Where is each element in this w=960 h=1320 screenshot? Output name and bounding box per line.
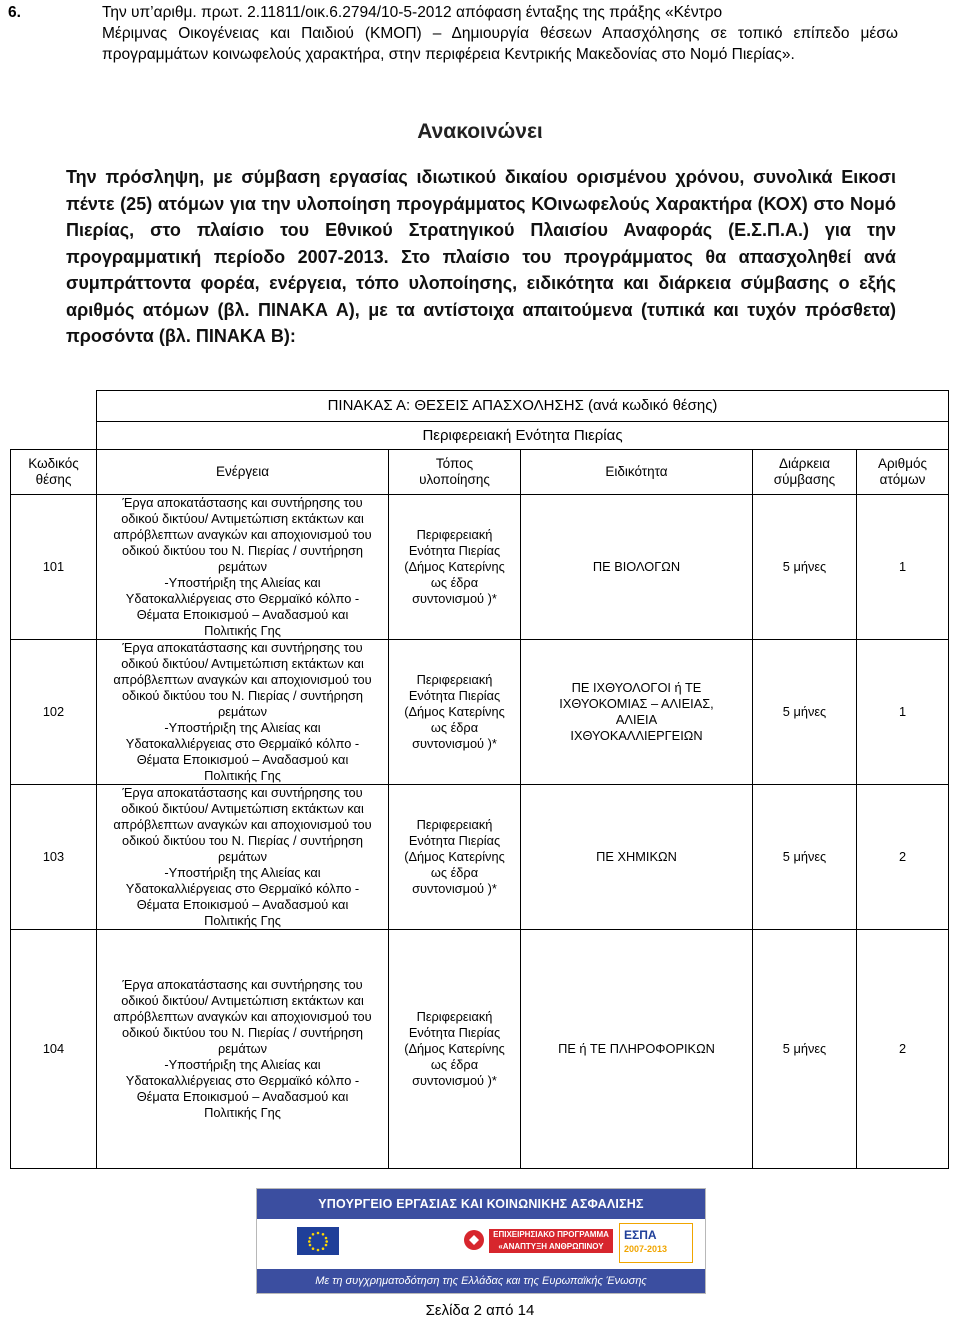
- intro-rest: Μέριμνας Οικογένειας και Παιδιού (ΚΜΟΠ) – Δημιουργία θέσεων Απασχόλησης σε τοπικό επίπεδο μέσω προγραμμάτων κοινωφελούς χαρακτήρα, στην περιφέρεια Κεντρικής Μακεδονίας στο Νομό Πιερίας».: [102, 25, 898, 63]
- row-count: 1: [857, 495, 949, 640]
- row-action: Έργα αποκατάστασης και συντήρησης του οδικού δικτύου/ Αντιμετώπιση εκτάκτων και απρόβλεπτων αναγκών και αποχιονισμού του οδικού δικτύου του Ν. Πιερίας / συντήρηση ρεμάτων -Υποστήριξη της Αλιείας και Υδατοκαλλιέργειας στο Θερμαϊκό κόλπο - Θέματα Εποικισμού – Αναδασμού και Πολιτικής Γης: [97, 930, 389, 1169]
- funding-banner: [256, 1188, 706, 1294]
- espa-logo: [619, 1223, 693, 1263]
- row-duration: 5 μήνες: [753, 495, 857, 640]
- row-code: 103: [11, 785, 97, 930]
- row-count: 1: [857, 640, 949, 785]
- row-code: 104: [11, 930, 97, 1169]
- header-action: Ενέργεια: [97, 450, 389, 495]
- table-header-row: [11, 450, 949, 495]
- header-count: Αριθμός ατόμων: [857, 450, 949, 495]
- row-place: Περιφερειακή Ενότητα Πιερίας (Δήμος Κατερίνης ως έδρα συντονισμού )*: [389, 640, 521, 785]
- espa-years: 2007-2013: [624, 1244, 668, 1254]
- header-place: Τόπος υλοποίησης: [389, 450, 521, 495]
- item-number: 6.: [8, 4, 21, 21]
- row-place: Περιφερειακή Ενότητα Πιερίας (Δήμος Κατερίνης ως έδρα συντονισμού )*: [389, 785, 521, 930]
- cofinancing-text: Με τη συγχρηματοδότηση της Ελλάδας και της Ευρωπαϊκής Ένωσης: [257, 1269, 705, 1293]
- row-duration: 5 μήνες: [753, 640, 857, 785]
- row-specialty: ΠΕ ΧΗΜΙΚΩΝ: [521, 785, 753, 930]
- announcement-text: Την πρόσληψη, με σύμβαση εργασίας ιδιωτικού δικαίου ορισμένου χρόνου, συνολικά Εικοσι πέντε (25) ατόμων για την υλοποίηση προγράμματος ΚΟινωφελούς Χαρακτήρα (ΚΟΧ) στο Νομό Πιερίας, στο πλαίσιο του Εθνικού Στρατηγικού Πλαισίου Αναφοράς (Ε.Σ.Π.Α.) για την προγραμματική περίοδο 2007-2013. Στο πλαίσιο του προγράμματος θα απασχοληθεί ανά συμπράττοντα φορέα, ενέργεια, τόπο υλοποίησης, ειδικότητα και διάρκεια σύμβασης ο εξής αριθμός ατόμων (βλ. ΠΙΝΑΚΑ Α), με τα αντίστοιχα απαιτούμενα (τυπικά και τυχόν πρόσθετα) προσόντα (βλ. ΠΙΝΑΚΑ Β):: [66, 167, 896, 346]
- row-place: Περιφερειακή Ενότητα Πιερίας (Δήμος Κατερίνης ως έδρα συντονισμού )*: [389, 930, 521, 1169]
- esf-logo-icon: [463, 1229, 485, 1251]
- row-duration: 5 μήνες: [753, 930, 857, 1169]
- row-specialty: ΠΕ ή ΤΕ ΠΛΗΡΟΦΟΡΙΚΩΝ: [521, 930, 753, 1169]
- row-specialty: ΠΕ ΒΙΟΛΟΓΩΝ: [521, 495, 753, 640]
- header-code: Κωδικός θέσης: [11, 450, 97, 495]
- eu-flag-icon: [297, 1227, 339, 1255]
- row-specialty: ΠΕ ΙΧΘΥΟΛΟΓΟΙ ή ΤΕ ΙΧΘΥΟΚΟΜΙΑΣ – ΑΛΙΕΙΑΣ, ΑΛΙΕΙΑ ΙΧΘΥΟΚΑΛΛΙΕΡΓΕΙΩΝ: [521, 640, 753, 785]
- table-row: [11, 495, 949, 640]
- table-row: [11, 930, 949, 1169]
- header-specialty: Ειδικότητα: [521, 450, 753, 495]
- row-count: 2: [857, 785, 949, 930]
- row-place: Περιφερειακή Ενότητα Πιερίας (Δήμος Κατερίνης ως έδρα συντονισμού )*: [389, 495, 521, 640]
- table-row: [11, 785, 949, 930]
- espa-name: ΕΣΠΑ: [624, 1228, 657, 1242]
- table-row: [11, 640, 949, 785]
- table-subtitle: Περιφερειακή Ενότητα Πιερίας: [97, 422, 949, 450]
- intro-paragraph: [8, 2, 898, 65]
- announcement-heading: Ανακοινώνει: [417, 120, 543, 143]
- positions-table: [10, 390, 949, 1169]
- row-code: 102: [11, 640, 97, 785]
- table-title: ΠΙΝΑΚΑΣ Α: ΘΕΣΕΙΣ ΑΠΑΣΧΟΛΗΣΗΣ (ανά κωδικό θέσης): [97, 391, 949, 422]
- header-duration: Διάρκεια σύμβασης: [753, 450, 857, 495]
- operational-program-label: ΕΠΙΧΕΙΡΗΣΙΑΚΟ ΠΡΟΓΡΑΜΜΑ «ΑΝΑΠΤΥΞΗ ΑΝΘΡΩΠΙΝΟΥ ΔΥΝΑΜΙΚΟΥ»: [489, 1229, 613, 1253]
- row-action: Έργα αποκατάστασης και συντήρησης του οδικού δικτύου/ Αντιμετώπιση εκτάκτων και απρόβλεπτων αναγκών και αποχιονισμού του οδικού δικτύου του Ν. Πιερίας / συντήρηση ρεμάτων -Υποστήριξη της Αλιείας και Υδατοκαλλιέργειας στο Θερμαϊκό κόλπο - Θέματα Εποικισμού – Αναδασμού και Πολιτικής Γης: [97, 785, 389, 930]
- row-action: Έργα αποκατάστασης και συντήρησης του οδικού δικτύου/ Αντιμετώπιση εκτάκτων και απρόβλεπτων αναγκών και αποχιονισμού του οδικού δικτύου του Ν. Πιερίας / συντήρηση ρεμάτων -Υποστήριξη της Αλιείας και Υδατοκαλλιέργειας στο Θερμαϊκό κόλπο - Θέματα Εποικισμού – Αναδασμού και Πολιτικής Γης: [97, 495, 389, 640]
- row-duration: 5 μήνες: [753, 785, 857, 930]
- intro-first-line: Την υπ’αριθμ. πρωτ. 2.11811/οικ.6.2794/10-5-2012 απόφαση ένταξης της πράξης «Κέντρο: [102, 4, 723, 21]
- page-number: Σελίδα 2 από 14: [425, 1302, 535, 1319]
- ministry-title: ΥΠΟΥΡΓΕΙΟ ΕΡΓΑΣΙΑΣ ΚΑΙ ΚΟΙΝΩΝΙΚΗΣ ΑΣΦΑΛΙΣΗΣ: [257, 1189, 705, 1219]
- row-count: 2: [857, 930, 949, 1169]
- row-code: 101: [11, 495, 97, 640]
- row-action: Έργα αποκατάστασης και συντήρησης του οδικού δικτύου/ Αντιμετώπιση εκτάκτων και απρόβλεπτων αναγκών και αποχιονισμού του οδικού δικτύου του Ν. Πιερίας / συντήρηση ρεμάτων -Υποστήριξη της Αλιείας και Υδατοκαλλιέργειας στο Θερμαϊκό κόλπο - Θέματα Εποικισμού – Αναδασμού και Πολιτικής Γης: [97, 640, 389, 785]
